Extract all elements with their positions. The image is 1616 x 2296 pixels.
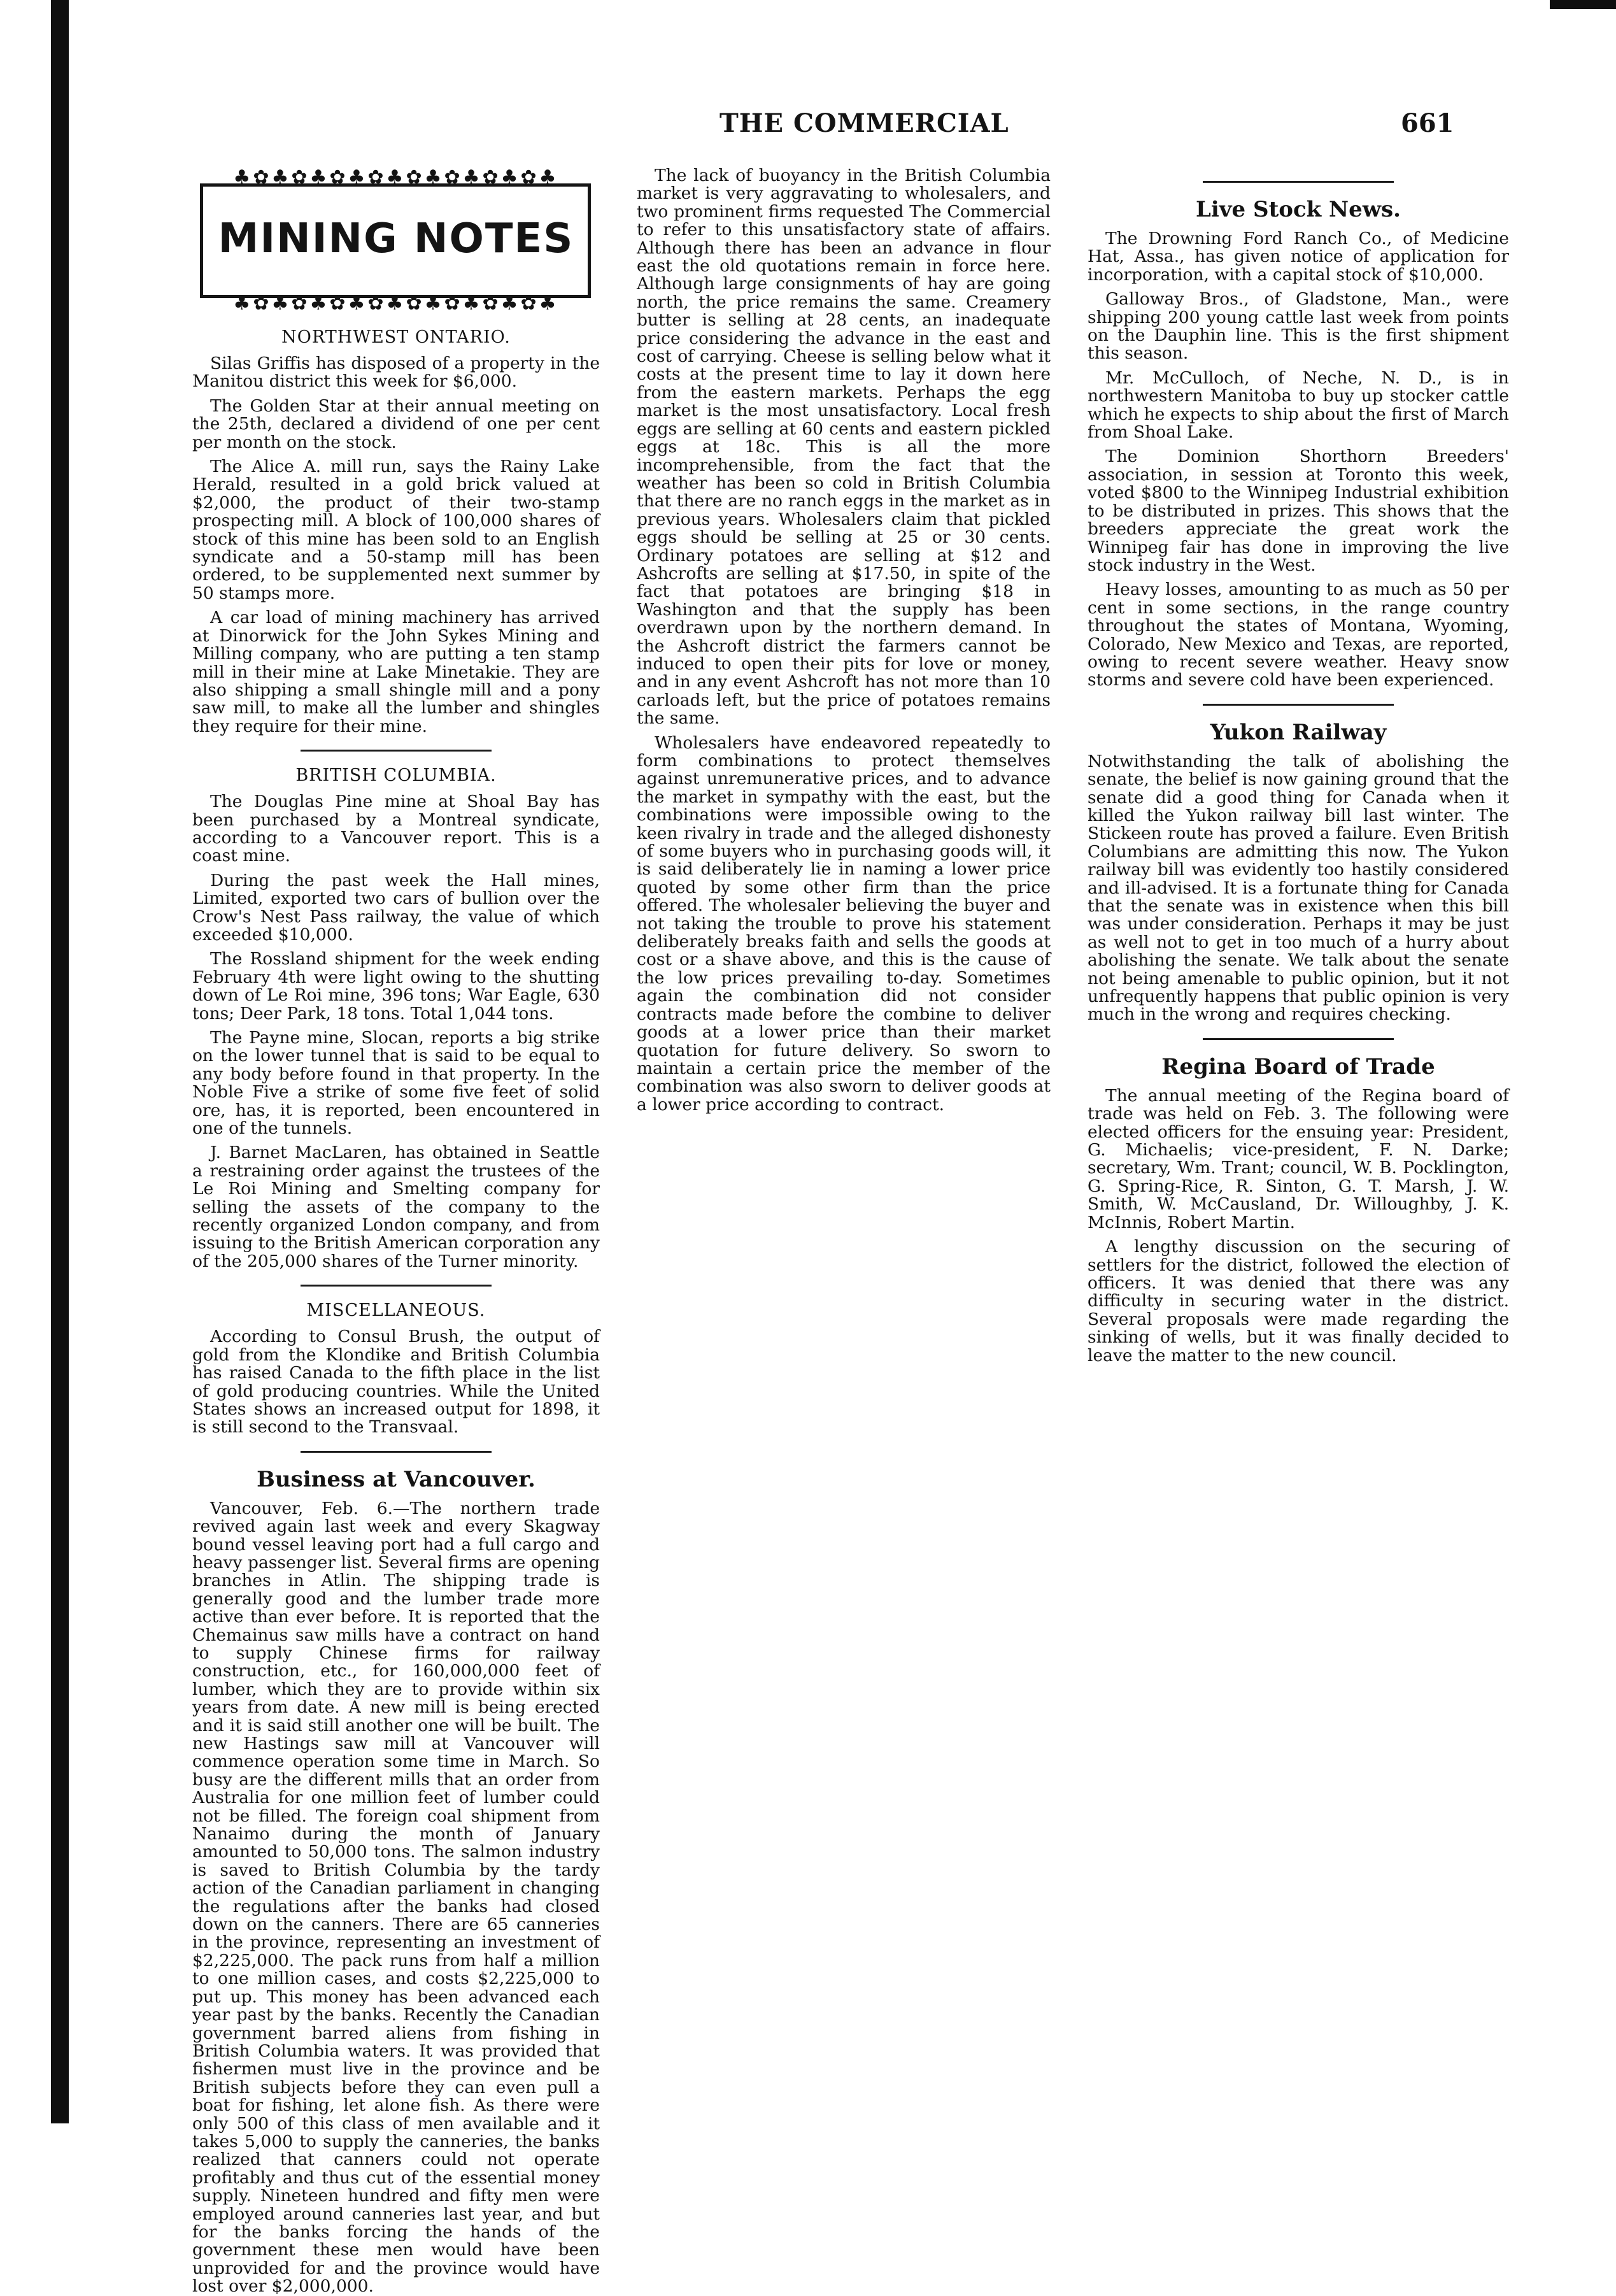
- column-2: [637, 167, 1051, 2097]
- paragraph: The Golden Star at their annual meeting on the 25th, declared a dividend of one per cent per month on the stock.: [192, 396, 600, 452]
- paragraph: The Drowning Ford Ranch Co., of Medicine Hat, Assa., has given notice of application for incorporation, with a capital stock of $10,000.: [1088, 229, 1509, 285]
- paragraph: The Alice A. mill run, says the Rainy Lake Herald, resulted in a gold brick valued at $2,000, the product of their two-stamp prospecting mill. A block of 100,000 shares of stock of this mine has been sold to an English syndicate and a 50-stamp mill has been ordered, to be supplemented next summer by 50 stamps more.: [192, 457, 600, 603]
- paragraph: Heavy losses, amounting to as much as 50 per cent in some sections, in the range country throughout the states of Montana, Wyoming, Colorado, New Mexico and Texas, are reported, owing to recent severe weather. Heavy snow storms and severe cold have been experienced.: [1088, 580, 1509, 690]
- section-divider: [1203, 1038, 1394, 1040]
- section-heading-miscellaneous: MISCELLANEOUS.: [306, 1301, 486, 1321]
- paragraph: Silas Griffis has disposed of a property in the Manitou district this week for $6,000.: [192, 353, 600, 392]
- section-divider: [301, 1285, 492, 1287]
- paragraph: The Rossland shipment for the week ending February 4th were light owing to the shutting down of Le Roi mine, 396 tons; War Eagle, 630 tons; Deer Park, 18 tons. Total 1,044 tons.: [192, 949, 600, 1023]
- section-heading-british-columbia: BRITISH COLUMBIA.: [295, 766, 497, 786]
- article-title-live-stock-news: Live Stock News.: [1195, 197, 1401, 222]
- article-title-yukon-railway: Yukon Railway: [1210, 719, 1387, 745]
- mining-notes-banner: [192, 167, 600, 315]
- paragraph: Wholesalers have endeavored repeatedly to form combinations to protect themselves against unremunerative prices, and to advance the market in sympathy with the east, but the combinations were impossible owing to the keen rivalry in trade and the alleged dishonesty of some buyers who in purchasing goods will, it is said deliberately lie in naming a lower price quoted by some other firm than the price offered. The wholesaler believing the buyer and not taking the trouble to prove his statement deliberately breaks faith and sells the goods at cost or a shave above, and this is the cause of the low prices prevailing to-day. Sometimes again the combination did not consider contracts made before the combine to deliver goods at a lower price than their market quotation for future delivery. So sworn to maintain a certain price the member of the combination was also sworn to deliver goods at a lower price according to contract.: [637, 732, 1051, 1115]
- page-number: 661: [1401, 108, 1454, 138]
- paragraph: The Dominion Shorthorn Breeders' association, in session at Toronto this week, voted $800 to the Winnipeg Industrial exhibition to be distributed in prizes. This shows that the breeders appreciate the great work the Winnipeg fair has done in improving the live stock industry in the West.: [1088, 446, 1509, 575]
- section-divider: [301, 1451, 492, 1453]
- section-divider: [301, 750, 492, 752]
- banner-ornament-bottom: ♣✿♣✿♣✿♣✿♣✿♣✿♣✿♣✿♣: [233, 292, 559, 315]
- section-heading-nw-ontario: NORTHWEST ONTARIO.: [281, 327, 511, 347]
- paragraph: The Douglas Pine mine at Shoal Bay has been purchased by a Montreal syndicate, according to a Vancouver report. This is a coast mine.: [192, 792, 600, 866]
- paragraph: The Payne mine, Slocan, reports a big strike on the lower tunnel that is said to be equal to any body before found in that property. In the Noble Five a strike of some five feet of solid ore, has, it is reported, been encountered in one of the tunnels.: [192, 1028, 600, 1139]
- banner-ornament-top: ♣✿♣✿♣✿♣✿♣✿♣✿♣✿♣✿♣: [233, 166, 559, 189]
- article-title-business-at-vancouver: Business at Vancouver.: [257, 1466, 535, 1492]
- column-3: [1088, 167, 1509, 2097]
- paragraph: J. Barnet MacLaren, has obtained in Seattle a restraining order against the trustees of the Le Roi Mining and Smelting company for selling the assets of the company to the recently organized London company, and from issuing to the British American corporation any of the 205,000 shares of the Turner minority.: [192, 1143, 600, 1271]
- paragraph: During the past week the Hall mines, Limited, exported two cars of bullion over the Crow's Nest Pass railway, the value of which exceeded $10,000.: [192, 870, 600, 945]
- mining-notes-title: MINING NOTES: [218, 215, 574, 262]
- paragraph: According to Consul Brush, the output of gold from the Klondike and British Columbia has raised Canada to the fifth place in the list of gold producing countries. While the United States shows an increased output for 1898, it is still second to the Transvaal.: [192, 1327, 600, 1437]
- paragraph: The lack of buoyancy in the British Columbia market is very aggravating to wholesalers, and two prominent firms requested The Commercial to refer to this unsatisfactory state of affairs. Although there has been an advance in flour east the old quotations remain in force here. Although large consignments of hay are going north, the price remains the same. Creamery butter is selling at 28 cents, an inadequate price considering the advance in the east and cost of carrying. Cheese is selling below what it costs at the present time to lay it down here from the eastern markets. Perhaps the egg market is the most unsatisfactory. Local fresh eggs are selling at 60 cents and eastern pickled eggs at 18c. This is all the more incomprehensible, from the fact that the weather has been so cold in British Columbia that there are no ranch eggs in the market as in previous years. Wholesalers claim that pickled eggs should be selling at 25 or 30 cents. Ordinary potatoes are selling at $12 and Ashcrofts are selling at $17.50, in spite of the fact that potatoes are bringing $18 in Washington and that the supply has been overdrawn upon by the northern demand. In the Ashcroft district the farmers cannot be induced to open their pits for love or money, and in any event Ashcroft has not more than 10 carloads left, but the price of potatoes remains the same.: [637, 166, 1051, 729]
- section-divider: [1203, 704, 1394, 706]
- publication-title: THE COMMERCIAL: [719, 108, 1009, 138]
- paragraph: A car load of mining machinery has arrived at Dinorwick for the John Sykes Mining and Milling company, who are putting a ten stamp mill in their mine at Lake Minetakie. They are also shipping a small shingle mill and a pony saw mill, to make all the lumber and shingles they require for their mine.: [192, 608, 600, 736]
- paragraph: Notwithstanding the talk of abolishing the senate, the belief is now gaining ground that the senate did a good thing for Canada when it killed the Yukon railway bill last winter. The Stickeen route has proved a failure. Even British Columbians are admitting this now. The Yukon railway bill was evidently too hastily considered and ill-advised. It is a fortunate thing for Canada that the senate was in existence when this bill was under consideration. Perhaps it may be just as well not to get in too much of a hurry about abolishing the senate. We talk about the senate not being amenable to public opinion, but it not unfrequently happens that public opinion is very much in the wrong and requires checking.: [1088, 751, 1509, 1025]
- paragraph: Mr. McCulloch, of Neche, N. D., is in northwestern Manitoba to buy up stocker cattle which he expects to ship about the first of March from Shoal Lake.: [1088, 367, 1509, 443]
- scan-edge-bar: [51, 0, 69, 2123]
- paragraph: A lengthy discussion on the securing of settlers for the district, followed the election of officers. It was denied that there was any difficulty in securing water in the district. Several proposals were made regarding the sinking of wells, but it was finally decided to leave the matter to the new council.: [1088, 1237, 1509, 1365]
- paragraph: Vancouver, Feb. 6.—The northern trade revived again last week and every Skagway bound vessel leaving port had a full cargo and heavy passenger list. Several firms are opening branches in Atlin. The shipping trade is generally good and the lumber trade more active than ever before. It is reported that the Chemainus saw mills have a contract on hand to supply Chinese firms for railway construction, etc., for 160,000,000 feet of lumber, which they are to provide within six years from date. A new mill is being erected and it is said still another one will be built. The new Hastings saw mill at Vancouver will commence operation some time in March. So busy are the different mills that an order from Australia for one million feet of lumber could not be filled. The foreign coal shipment from Nanaimo during the month of January amounted to 50,000 tons. The salmon industry is saved to British Columbia by the tardy action of the Canadian parliament in changing the regulations after the banks had closed down on the canners. There are 65 canneries in the province, representing an investment of $2,225,000. The pack runs from half a million to one million cases, and costs $2,225,000 to put up. This money has been advanced each year past by the banks. Recently the Canadian government barred aliens from fishing in British Columbia waters. It was provided that fishermen must live in the province and be British subjects before they can even pull a boat for fishing, let alone fish. As there were only 500 of this class of men available and it takes 5,000 to supply the canneries, the banks realized that canners could not operate profitably and thus cut of the essential money supply. Nineteen hundred and fifty men were employed around canneries last year, and but for the banks forcing the hands of the government these men would have been unprovided for and the province would have lost over $2,000,000.: [192, 1498, 600, 2296]
- section-divider: [1203, 181, 1394, 183]
- paragraph: Galloway Bros., of Gladstone, Man., were shipping 200 young cattle last week from points on the Dauphin line. This is the first shipment this season.: [1088, 289, 1509, 364]
- scan-corner-bar: [1550, 0, 1616, 9]
- paragraph: The annual meeting of the Regina board of trade was held on Feb. 3. The following were elected officers for the ensuing year: President, G. Michaelis; vice-president, F. N. Darke; secretary, Wm. Trant; council, W. B. Pocklington, G. Spring-Rice, R. Sinton, G. T. Marsh, J. W. Smith, W. McCausland, Dr. Willoughby, J. K. McInnis, Robert Martin.: [1088, 1085, 1509, 1232]
- article-title-regina-board-of-trade: Regina Board of Trade: [1161, 1053, 1435, 1080]
- column-1: [192, 166, 600, 2296]
